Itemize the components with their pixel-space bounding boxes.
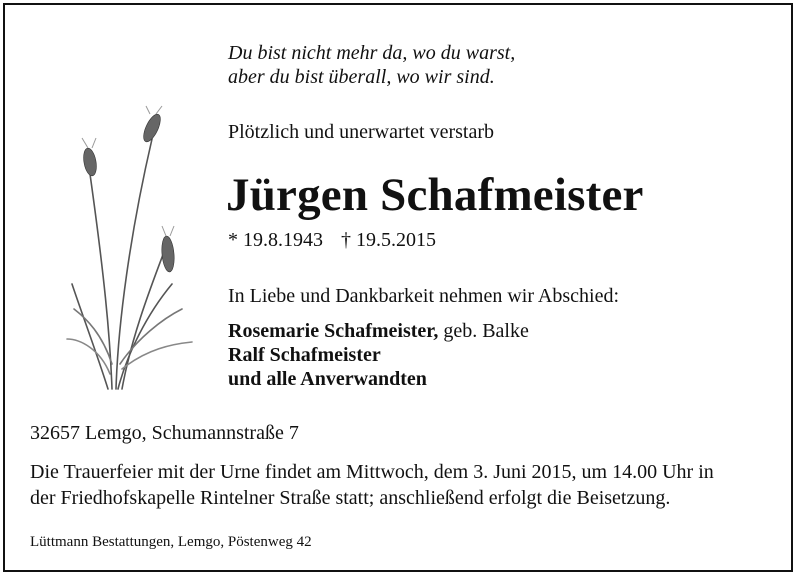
ceremony-line: Die Trauerfeier mit der Urne findet am Mittwoch, dem 3. Juni 2015, um 14.00 Uhr in — [30, 461, 714, 483]
quote-line: Du bist nicht mehr da, wo du warst, — [228, 42, 516, 64]
mourner-line — [228, 319, 529, 343]
birth-date: * 19.8.1943 — [228, 229, 323, 251]
intro-text: Plötzlich und unerwartet verstarb — [228, 121, 495, 143]
mourner-name: Rosemarie Schafmeister, — [228, 320, 439, 342]
mourner-note: geb. Balke — [438, 320, 529, 342]
memorial-quote — [228, 41, 515, 89]
ceremony-info — [30, 459, 714, 511]
farewell-text: In Liebe und Dankbarkeit nehmen wir Abschied: — [228, 285, 619, 307]
mourners-list — [228, 319, 529, 391]
death-date: † 19.5.2015 — [341, 229, 436, 251]
deceased-name: Jürgen Schafmeister — [226, 169, 644, 221]
quote-line: aber du bist überall, wo wir sind. — [228, 66, 495, 88]
undertaker-info: Lüttmann Bestattungen, Lemgo, Pöstenweg 42 — [30, 534, 312, 550]
ceremony-line: der Friedhofskapelle Rintelner Straße statt; anschließend erfolgt die Beisetzung. — [30, 487, 671, 509]
wheat-icon — [52, 104, 202, 394]
family-address: 32657 Lemgo, Schumannstraße 7 — [30, 422, 299, 444]
mourner-name: und alle Anverwandten — [228, 368, 427, 390]
life-dates — [228, 229, 436, 252]
mourner-name: Ralf Schafmeister — [228, 344, 381, 366]
